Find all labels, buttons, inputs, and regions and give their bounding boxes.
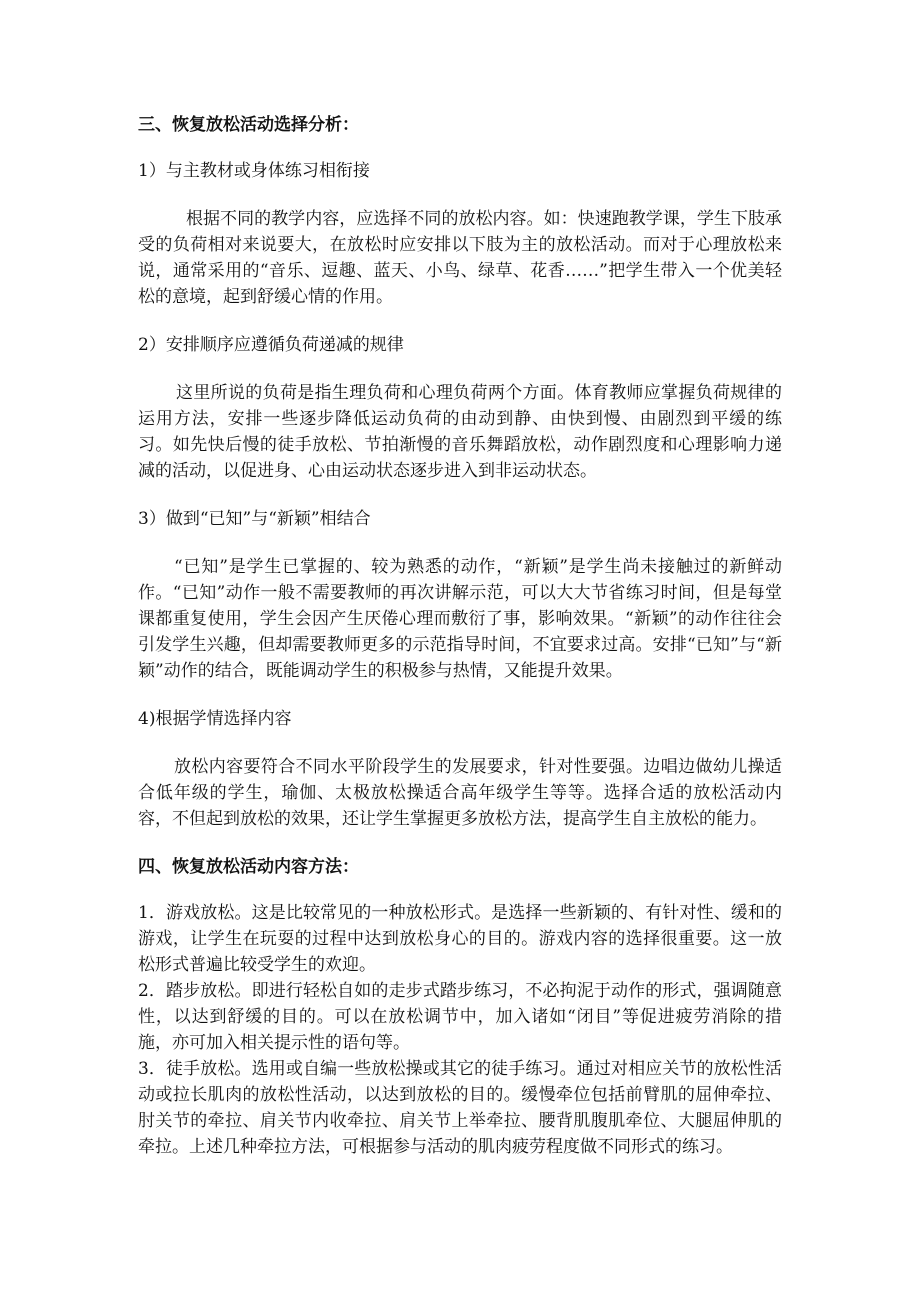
subsection-body-1: 根据不同的教学内容，应选择不同的放松内容。如：快速跑教学课，学生下肢承受的负荷相对来说要大，在放松时应安排以下肢为主的放松活动。而对于心理放松来说，通常采用的“音乐、逗趣、蓝天、小鸟、绿草、花香……”把学生带入一个优美轻松的意境，起到舒缓心情的作用。 (138, 209, 782, 307)
subsection-title-1: 1）与主教材或身体练习相衔接 (138, 161, 370, 181)
subsection-body-3: “已知”是学生已掌握的、较为熟悉的动作，“新颖”是学生尚未接触过的新鲜动作。“已知”动作一般不需要教师的再次讲解示范，可以大大节省练习时间，但是每堂课都重复使用，学生会因产生厌倦心理而敷衍了事，影响效果。“新颖”的动作往往会引发学生兴趣，但却需要教师更多的示范指导时间，不宜要求过高。安排“已知”与“新颖”动作的结合，既能调动学生的积极参与热情，又能提升效果。 (138, 557, 782, 681)
subsection-title-3: 3）做到“已知”与“新颖”相结合 (138, 509, 371, 529)
subsection-body-2: 这里所说的负荷是指生理负荷和心理负荷两个方面。体育教师应掌握负荷规律的运用方法，安排一些逐步降低运动负荷的由动到静、由快到慢、由剧烈到平缓的练习。如先快后慢的徒手放松、节拍渐慢的音乐舞蹈放松，动作剧烈度和心理影响力递减的活动，以促进身、心由运动状态逐步进入到非运动状态。 (138, 383, 782, 481)
section-heading-4: 四、恢复放松活动内容方法： (138, 857, 359, 877)
subsection-body-4: 放松内容要符合不同水平阶段学生的发展要求，针对性要强。边唱边做幼儿操适合低年级的学生，瑜伽、太极放松操适合高年级学生等等。选择合适的放松活动内容，不但起到放松的效果，还让学生掌握更多放松方法，提高学生自主放松的能力。 (138, 757, 782, 829)
list-item: 1．游戏放松。这是比较常见的一种放松形式。是选择一些新颖的、有针对性、缓和的游戏，让学生在玩耍的过程中达到放松身心的目的。游戏内容的选择很重要。这一放松形式普遍比较受学生的欢迎。 (138, 903, 782, 975)
section-heading-3: 三、恢复放松活动选择分析： (138, 115, 359, 135)
list-item: 2．踏步放松。即进行轻松自如的走步式踏步练习，不必拘泥于动作的形式，强调随意性，以达到舒缓的目的。可以在放松调节中，加入诸如“闭目”等促进疲劳消除的措施，亦可加入相关提示性的语句等。 (138, 981, 782, 1053)
subsection-title-4: 4)根据学情选择内容 (138, 709, 292, 729)
subsection-title-2: 2）安排顺序应遵循负荷递减的规律 (138, 335, 404, 355)
list-item: 3．徒手放松。选用或自编一些放松操或其它的徒手练习。通过对相应关节的放松性活动或拉长肌肉的放松性活动，以达到放松的目的。缓慢牵位包括前臂肌的屈伸牵拉、肘关节的牵拉、肩关节内收牵拉、肩关节上举牵拉、腰背肌腹肌牵位、大腿屈伸肌的牵拉。上述几种牵拉方法，可根据参与活动的肌肉疲劳程度做不同形式的练习。 (138, 1059, 782, 1157)
